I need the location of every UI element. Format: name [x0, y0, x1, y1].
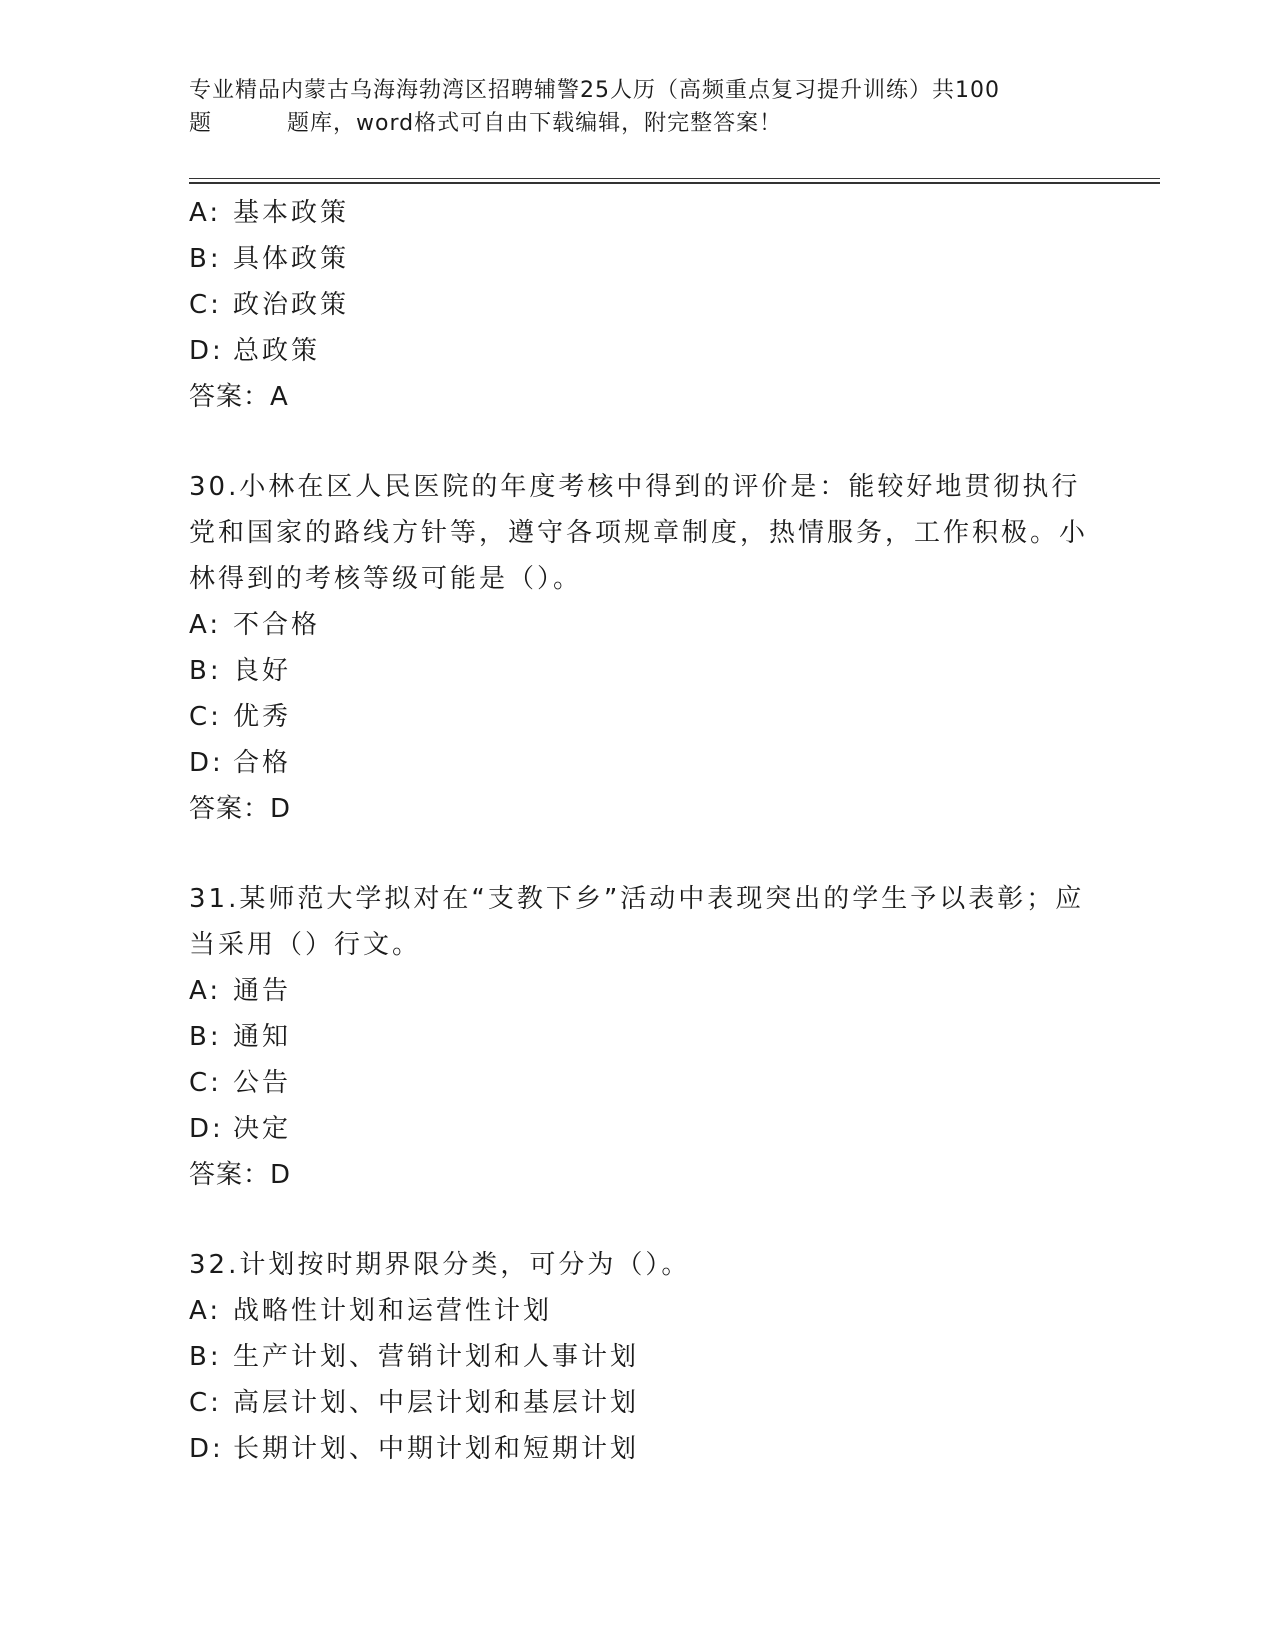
- answer-line: 答案：D: [189, 1160, 292, 1190]
- spacer: [189, 420, 1089, 464]
- question-31: [189, 876, 1089, 1198]
- option-text: 生产计划、营销计划和人事计划: [233, 1342, 640, 1372]
- option-a: [189, 190, 1089, 236]
- spacer: [189, 832, 1089, 876]
- option-key: D:: [189, 1114, 224, 1144]
- option-c: [189, 1060, 1089, 1106]
- option-b: [189, 236, 1089, 282]
- option-d: [189, 328, 1089, 374]
- header-title-line1: 专业精品内蒙古乌海海勃湾区招聘辅警25人历（高频重点复习提升训练）共100: [189, 78, 1000, 103]
- option-text: 通告: [233, 976, 292, 1006]
- option-text: 良好: [233, 656, 292, 686]
- option-text: 通知: [233, 1022, 292, 1052]
- option-key: A:: [189, 1296, 222, 1326]
- option-text: 具体政策: [233, 244, 350, 274]
- answer-line: 答案：D: [189, 794, 292, 824]
- option-c: [189, 1380, 1089, 1426]
- question-32: [189, 1242, 1089, 1472]
- question-stem: 30.小林在区人民医院的年度考核中得到的评价是：能较好地贯彻执行党和国家的路线方针等，遵守各项规章制度，热情服务，工作积极。小林得到的考核等级可能是（）。: [189, 472, 1089, 594]
- option-text: 决定: [233, 1114, 292, 1144]
- question-29: [189, 190, 1089, 420]
- header-divider-thin: [189, 178, 1160, 179]
- option-text: 公告: [233, 1068, 292, 1098]
- option-text: 优秀: [233, 702, 292, 732]
- answer-line: 答案：A: [189, 382, 289, 412]
- option-text: 长期计划、中期计划和短期计划: [233, 1434, 640, 1464]
- option-key: C:: [189, 290, 222, 320]
- question-content: [189, 190, 1089, 1472]
- option-key: A:: [189, 198, 222, 228]
- header-title-line2: [189, 107, 1089, 140]
- option-text: 政治政策: [233, 290, 350, 320]
- option-text: 高层计划、中层计划和基层计划: [233, 1388, 640, 1418]
- question-stem: 31.某师范大学拟对在“支教下乡”活动中表现突出的学生予以表彰；应当采用（）行文。: [189, 884, 1085, 960]
- option-key: B:: [189, 1022, 222, 1052]
- option-b: [189, 1334, 1089, 1380]
- option-key: D:: [189, 1434, 224, 1464]
- question-30: [189, 464, 1089, 832]
- option-b: [189, 648, 1089, 694]
- option-key: B:: [189, 244, 222, 274]
- option-d: [189, 1426, 1089, 1472]
- option-text: 合格: [233, 748, 292, 778]
- header-line2-rest: 题库，word格式可自由下载编辑，附完整答案！: [287, 111, 783, 136]
- option-key: A:: [189, 610, 222, 640]
- question-stem: 32.计划按时期界限分类，可分为（）。: [189, 1250, 691, 1280]
- option-text: 基本政策: [233, 198, 350, 228]
- option-a: [189, 1288, 1089, 1334]
- option-a: [189, 968, 1089, 1014]
- option-key: D:: [189, 336, 224, 366]
- option-key: A:: [189, 976, 222, 1006]
- header-line2-lead: 题: [189, 111, 213, 136]
- option-d: [189, 1106, 1089, 1152]
- option-text: 总政策: [233, 336, 321, 366]
- option-text: 战略性计划和运营性计划: [233, 1296, 553, 1326]
- option-d: [189, 740, 1089, 786]
- option-key: D:: [189, 748, 224, 778]
- page-header: [189, 74, 1089, 140]
- option-key: C:: [189, 702, 222, 732]
- option-a: [189, 602, 1089, 648]
- option-key: C:: [189, 1068, 222, 1098]
- option-key: C:: [189, 1388, 222, 1418]
- option-b: [189, 1014, 1089, 1060]
- option-text: 不合格: [233, 610, 321, 640]
- option-c: [189, 282, 1089, 328]
- option-key: B:: [189, 656, 222, 686]
- option-key: B:: [189, 1342, 222, 1372]
- header-divider-thick: [189, 182, 1160, 184]
- option-c: [189, 694, 1089, 740]
- spacer: [189, 1198, 1089, 1242]
